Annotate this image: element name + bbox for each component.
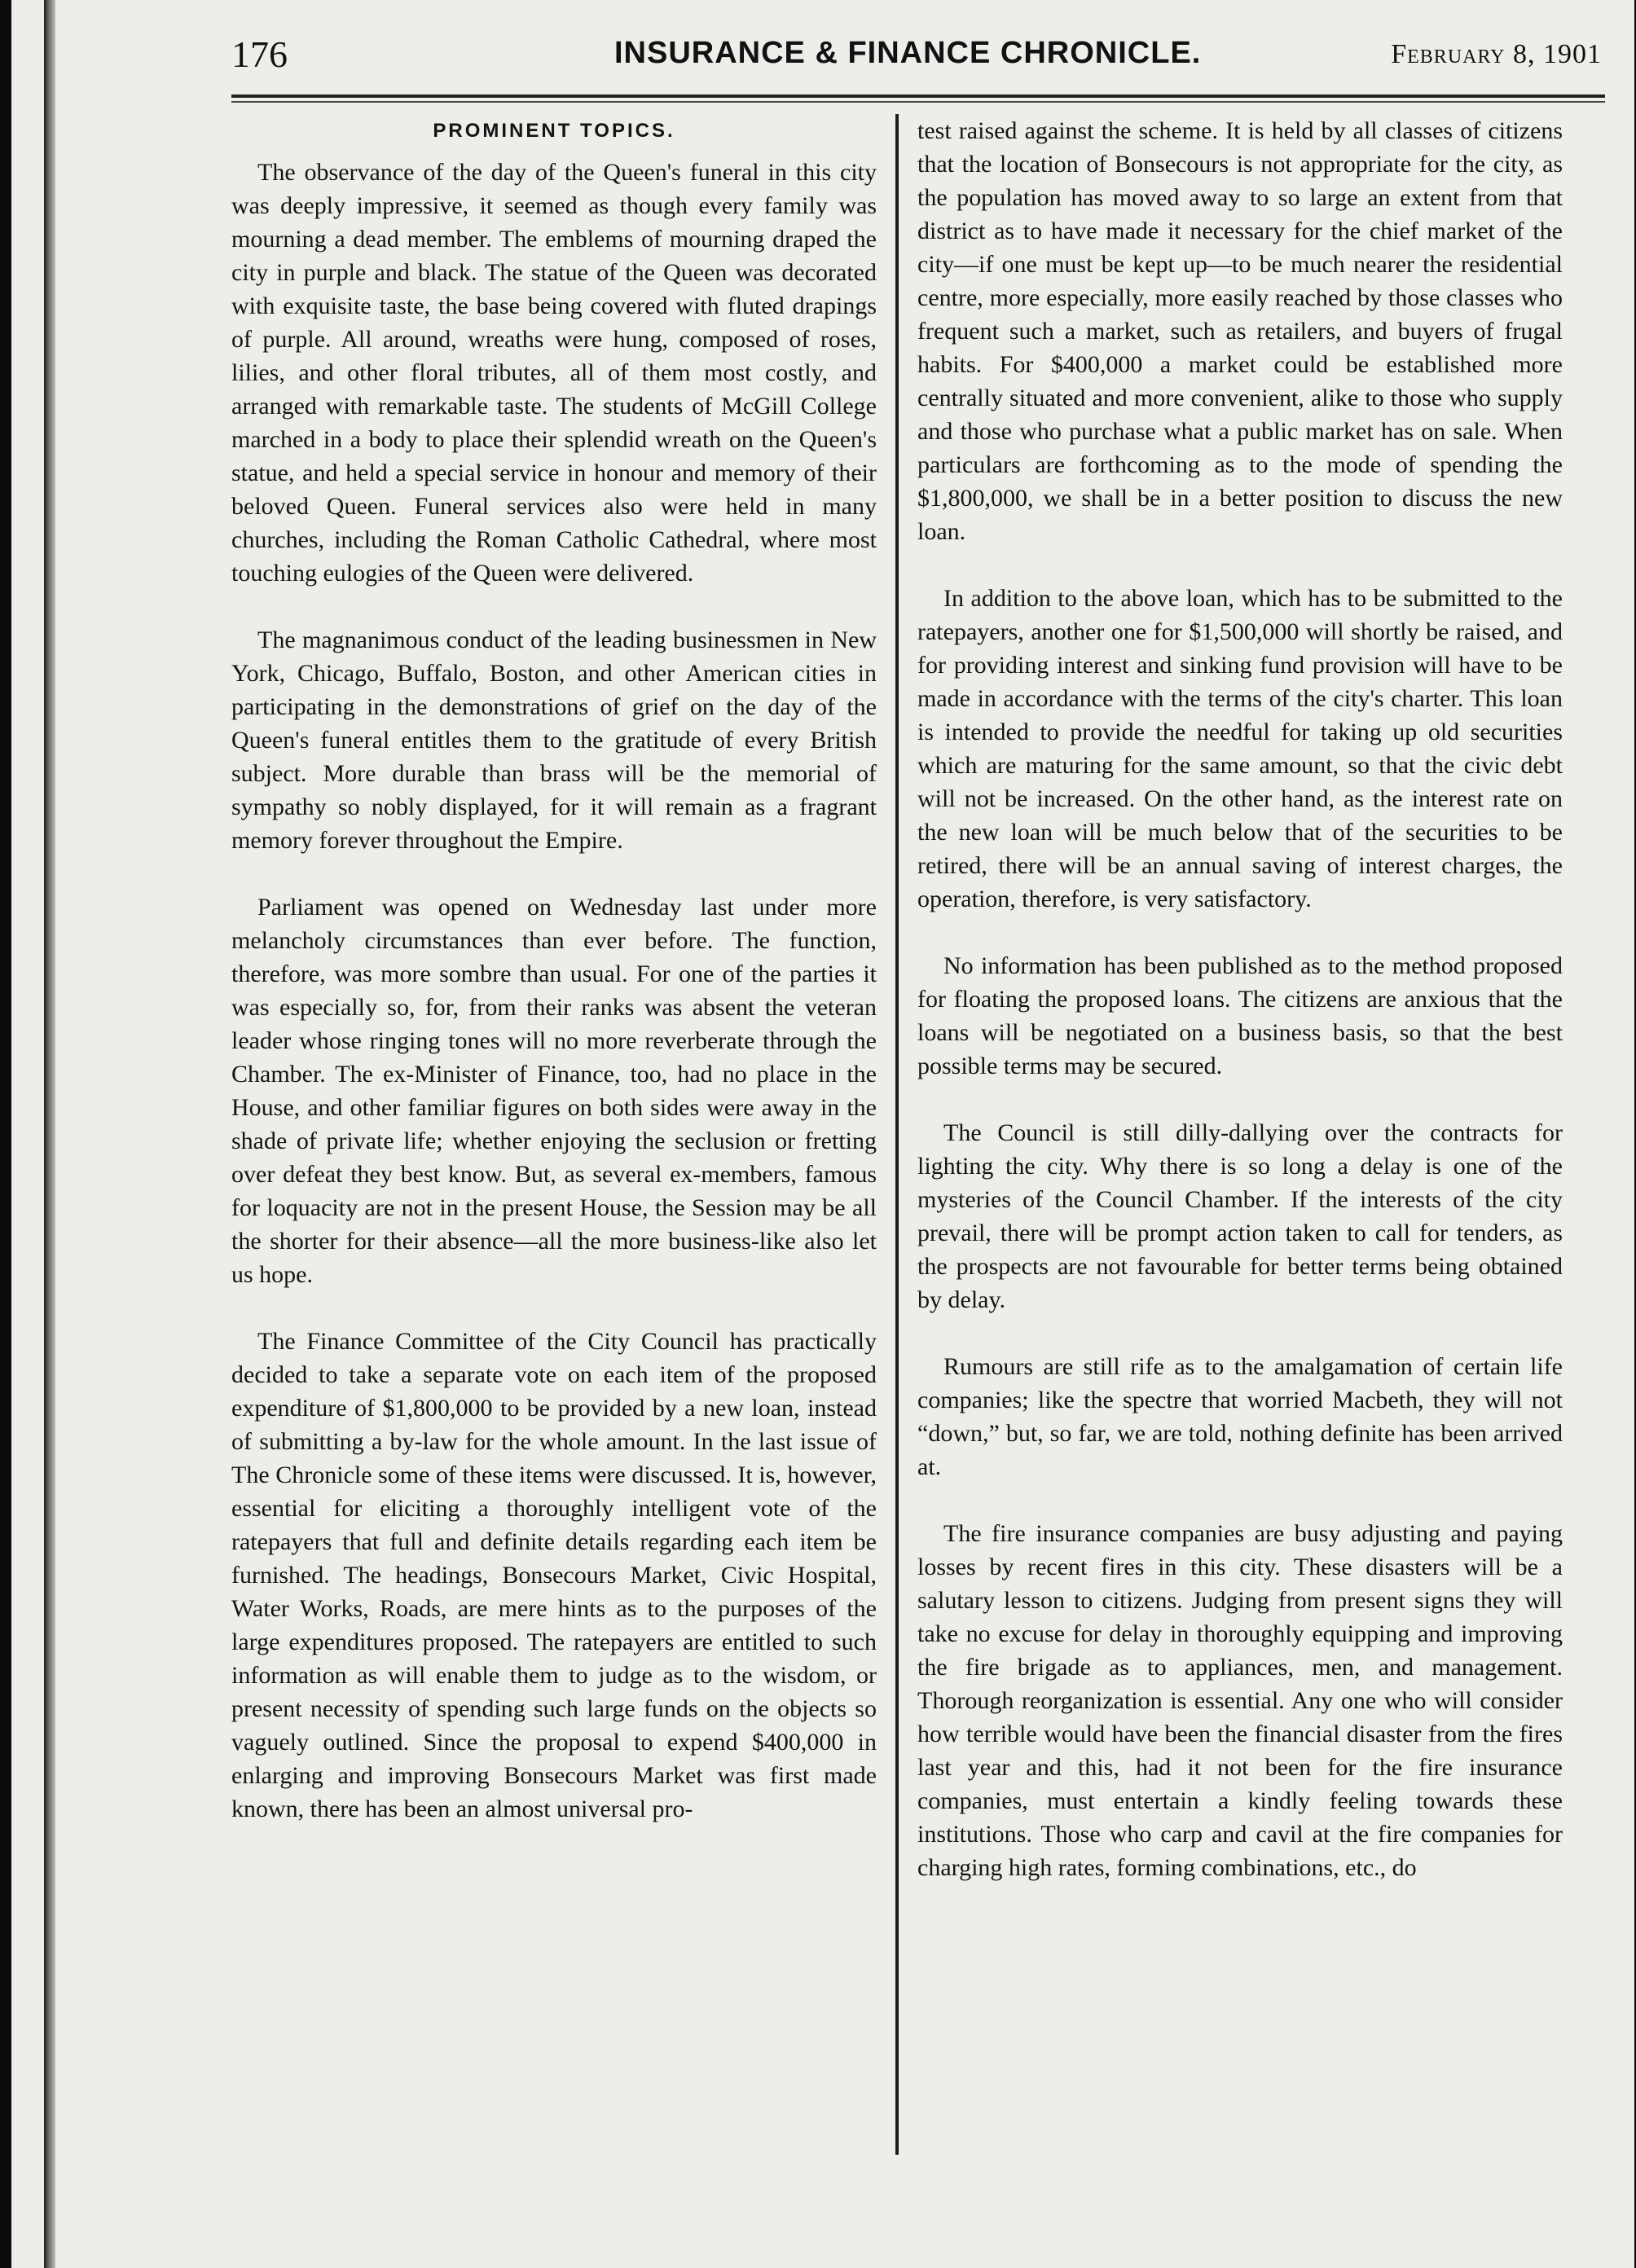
issue-date: February 8, 1901 bbox=[1391, 39, 1602, 69]
article-paragraph: In addition to the above loan, which has to be submitted to the ratepayers, another one for $1,500,000 will shortly be raised, and for providing interest and sinking fund provision will have to be made in accordance with the terms of the city's charter. This loan is intended to provide the needful for taking up old securities which are maturing for the same amount, so that the civic debt will not be increased. On the other hand, as the interest rate on the new loan will be much below that of the securities to be retired, there will be an annual saving of interest charges, the operation, therefore, is very satisfactory. bbox=[917, 585, 1563, 912]
article-paragraph: The Finance Committee of the City Council has practically decided to take a separate vote on each item of the proposed expenditure of $1,800,000 to be provided by a new loan, instead of submitting a by-law for the whole amount. In the last issue of The Chronicle some of these items were discussed. It is, however, essential for eliciting a thoroughly intelligent vote of the ratepayers that full and definite details regarding each item be furnished. The headings, Bonsecours Market, Civic Hospital, Water Works, Roads, are mere hints as to the purposes of the large expenditures proposed. The ratepayers are entitled to such information as will enable them to judge as to the wisdom, or present necessity of spending such large funds on the objects so vaguely outlined. Since the proposal to expend $400,000 in enlarging and improving Bonsecours Market was first made known, there has been an almost universal pro- bbox=[231, 1328, 877, 1822]
article-paragraph: The fire insurance companies are busy adjusting and paying losses by recent fires in this city. These disasters will be a salutary lesson to citizens. Judging from present signs they will take no excuse for delay in thoroughly equipping and improving the fire brigade as to appliances, men, and management. Thorough reorganization is essential. Any one who will consider how terrible would have been the financial disaster from the fires last year and this, had it not been for the fire insurance companies, must entertain a kindly feeling towards these institutions. Those who carp and cavil at the fire companies for charging high rates, forming combinations, etc., do bbox=[917, 1520, 1563, 1881]
newspaper-page bbox=[11, 0, 1634, 2268]
masthead bbox=[231, 33, 1602, 90]
article-paragraph: The observance of the day of the Queen's funeral in this city was deeply impressive, it seemed as though every family was mourning a dead member. The emblems of mourning draped the city in purple and black. The statue of the Queen was decorated with exquisite taste, the base being covered with fluted drapings of purple. All around, wreaths were hung, composed of roses, lilies, and other floral tributes, all of them most costly, and arranged with remarkable taste. The students of McGill College marched in a body to place their splendid wreath on the Queen's statue, and held a special service in honour and memory of their beloved Queen. Funeral services also were held in many churches, including the Roman Catholic Cathedral, where most touching eulogies of the Queen were delivered. bbox=[231, 159, 877, 587]
page-number: 176 bbox=[231, 33, 288, 75]
article-paragraph: The Council is still dilly-dallying over the contracts for lighting the city. Why there is so long a delay is one of the mysteries of the Council Chamber. If the interests of the city prevail, there will be prompt action taken to call for tenders, as the prospects are not favourable for better terms being obtained by delay. bbox=[917, 1119, 1563, 1313]
article-paragraph: The magnanimous conduct of the leading businessmen in New York, Chicago, Buffalo, Boston, and other American cities in participating in the demonstrations of grief on the day of the Queen's funeral entitles them to the gratitude of every British subject. More durable than brass will be the memorial of sympathy so nobly displayed, for it will remain as a fragrant memory forever throughout the Empire. bbox=[231, 626, 877, 854]
article-paragraph-continued: test raised against the scheme. It is held by all classes of citizens that the location of Bonsecours is not appropriate for the city, as the population has moved away to so large an extent from that district as to have made it necessary for the chief market of the city—if one must be kept up—to be much nearer the residential centre, more especially, more easily reached by those classes who frequent such a market, such as retailers, and buyers of frugal habits. For $400,000 a market could be established more centrally situated and more convenient, alike to those who supply and those who purchase what a public market has on sale. When particulars are forthcoming as to the mode of spending the $1,800,000, we shall be in a better position to discuss the new loan. bbox=[917, 117, 1563, 545]
masthead-rule-thick bbox=[231, 94, 1605, 98]
article-paragraph: No information has been published as to the method proposed for floating the proposed loans. The citizens are anxious that the loans will be negotiated on a business basis, so that the best possible terms may be secured. bbox=[917, 952, 1563, 1079]
column-divider bbox=[895, 114, 899, 2155]
masthead-rule-thin bbox=[231, 101, 1605, 103]
article-paragraph: Parliament was opened on Wednesday last under more melancholy circumstances than ever before. The function, therefore, was more sombre than usual. For one of the parties it was especially so, for, from their ranks was absent the veteran leader whose ringing tones will no more reverberate through the Chamber. The ex-Minister of Finance, too, had no place in the House, and other familiar figures on both sides were away in the shade of private life; whether enjoying the seclusion or fretting over defeat they best know. But, as several ex-members, famous for loquacity are not in the present House, the Session may be all the shorter for their absence—all the more business-like also let us hope. bbox=[231, 894, 877, 1288]
right-column bbox=[917, 114, 1563, 1884]
page-edge-shadow bbox=[44, 0, 55, 2268]
publication-title: INSURANCE & FINANCE CHRONICLE. bbox=[614, 36, 1202, 70]
section-heading: PROMINENT TOPICS. bbox=[433, 120, 675, 142]
left-column bbox=[231, 114, 877, 1826]
article-paragraph: Rumours are still rife as to the amalgamation of certain life companies; like the spectre that worried Macbeth, they will not “down,” but, so far, we are told, nothing definite has been arrived at. bbox=[917, 1353, 1563, 1480]
